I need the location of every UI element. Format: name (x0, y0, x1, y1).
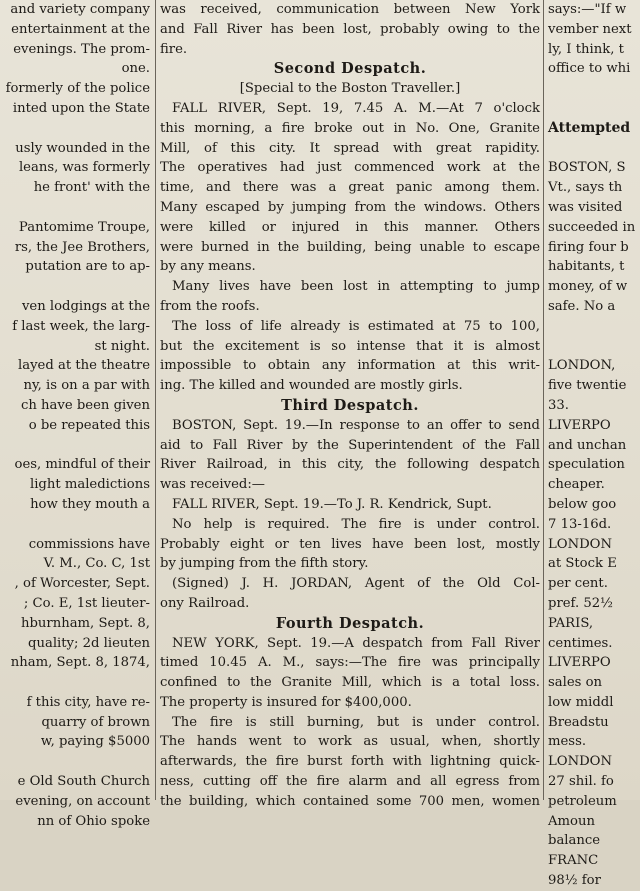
center-column-line: Many lives have been lost in attempting to jump (172, 279, 540, 295)
right-column-line: succeeded in (548, 219, 636, 235)
left-column-line: ny, is on a par with (23, 378, 150, 394)
column-rule-left (155, 0, 156, 800)
center-column-line: but the excitement is so intense that it is almost (160, 338, 540, 354)
center-column-line: ness, cutting off the fire alarm and all egress from (160, 774, 540, 790)
right-column-line: low middl (548, 694, 614, 710)
right-column-line: ly, I think, t (548, 41, 624, 57)
left-column-line: he front' with the (33, 180, 150, 196)
left-column-line: st night. (94, 338, 150, 354)
center-column-line: impossible to obtain any information at this writ- (160, 358, 540, 374)
right-column-line: per cent. (548, 576, 608, 592)
despatch-heading: Second Despatch. (273, 60, 427, 78)
right-column-line: speculation (548, 457, 625, 473)
left-column-line: commissions have (28, 536, 150, 552)
center-column-line: FALL RIVER, Sept. 19.—To J. R. Kendrick, Supt. (172, 496, 492, 512)
center-column-line: The operatives had just commenced work at the (160, 160, 540, 176)
left-column-line: leans, was formerly (18, 160, 150, 176)
right-column-line: 33. (548, 397, 569, 413)
right-column-line: below goo (548, 496, 617, 512)
right-column-line: LIVERPO (548, 417, 611, 433)
right-column-line: safe. No a (548, 298, 616, 314)
left-column-line: ; Co. E, 1st lieuter- (23, 595, 150, 611)
center-column-line: fire. (160, 41, 188, 57)
center-column-line: The loss of life already is estimated at 75 to 100, (172, 318, 540, 334)
left-column-line (0, 515, 150, 535)
right-column-line: sales on (548, 675, 603, 691)
left-column-line (0, 752, 150, 772)
left-column-line: oes, mindful of their (14, 457, 150, 473)
left-column-line: ch have been given (20, 397, 150, 413)
right-column-line: and unchan (548, 437, 627, 453)
right-column-line: five twentie (548, 378, 627, 394)
left-column-line: nn of Ohio spoke (37, 813, 150, 829)
right-column-line: LIVERPO (548, 655, 611, 671)
left-column-line: rs, the Jee Brothers, (14, 239, 150, 255)
right-column-line: cheaper. (548, 477, 605, 493)
left-column-line: quarry of brown (41, 714, 150, 730)
center-column-line: this morning, a fire broke out in No. One, Granite (160, 120, 540, 136)
left-column-line: light maledictions (29, 477, 150, 493)
left-column-line: evenings. The prom- (13, 41, 150, 57)
center-column-line: The property is insured for $400,000. (160, 694, 412, 710)
center-column-line: afterwards, the fire burst forth with lightning quick- (160, 754, 540, 770)
center-column-line: Many escaped by jumping from the windows. Others (160, 199, 540, 215)
right-column-line: Vt., says th (548, 180, 623, 196)
despatch-heading: Third Despatch. (281, 396, 419, 414)
left-column-line: ven lodgings at the (21, 298, 150, 314)
right-column-heading: Attempted (548, 119, 631, 136)
center-column-line: was received, communication between New York (160, 2, 540, 17)
left-column-line: quality; 2d lieuten (28, 635, 150, 651)
right-column-line: was visited (548, 199, 623, 215)
left-column-line (0, 119, 150, 139)
center-column-line: BOSTON, Sept. 19.—In response to an offer to send (172, 417, 540, 433)
despatch-heading: Fourth Despatch. (275, 614, 425, 632)
right-column-line: firing four b (548, 239, 629, 255)
left-column-line (0, 436, 150, 456)
right-column-line: says:—"If w (548, 2, 627, 17)
center-column-line: time, and there was a great panic among them. (160, 180, 540, 196)
right-column-line (548, 79, 640, 99)
left-column-line: V. M., Co. C, 1st (43, 556, 150, 572)
center-column-line: NEW YORK, Sept. 19.—A despatch from Fall River (172, 635, 540, 651)
left-column-line (0, 673, 150, 693)
left-column-line: f this city, have re- (26, 694, 150, 710)
right-column-line: PARIS, (548, 615, 594, 631)
center-column-line: Probably eight or ten lives have been lost, mostly (160, 536, 540, 552)
right-column-line: LONDON (548, 536, 613, 552)
center-column-line: were killed or injured in this manner. Others (160, 219, 540, 235)
despatch-subheading: [Special to the Boston Traveller.] (239, 81, 461, 97)
center-column-line: were burned in the building, being unable to escape (160, 239, 540, 255)
right-column-line (548, 139, 640, 159)
left-column-line: putation are to ap- (25, 259, 150, 275)
center-column-line: by jumping from the fifth story. (160, 556, 369, 572)
left-column-line: nham, Sept. 8, 1874, (10, 655, 150, 671)
right-column-line: Breadstu (548, 714, 609, 730)
right-column-line: 98½ for (548, 873, 601, 889)
center-column-line: the building, which contained some 700 men, women (160, 793, 540, 809)
right-column-line (548, 99, 640, 119)
right-column-line (548, 317, 640, 337)
center-column-line: and Fall River has been lost, probably owing to the (160, 21, 540, 37)
left-column-line: hburnham, Sept. 8, (20, 615, 150, 631)
right-column (548, 0, 640, 889)
right-column-line: Amoun (548, 813, 595, 829)
right-column-line: vember next (548, 21, 632, 37)
left-column-line (0, 277, 150, 297)
center-column-line: FALL RIVER, Sept. 19, 7.45 A. M.—At 7 o'clock (172, 100, 540, 116)
left-column-line: usly wounded in the (15, 140, 150, 156)
left-column-line (0, 198, 150, 218)
right-column-line: mess. (548, 734, 587, 750)
left-column-line: e Old South Church (17, 774, 150, 790)
center-column-line: aid to Fall River by the Superintendent of the Fall (160, 437, 540, 453)
left-column-line: evening, on account (15, 793, 150, 809)
right-column-line: money, of w (548, 279, 628, 295)
left-column-line: inted upon the State (12, 100, 150, 116)
right-column-line: balance (548, 833, 601, 849)
center-column-line: was received:— (160, 477, 265, 493)
center-column-line: from the roofs. (160, 298, 260, 314)
left-column-line: entertainment at the (11, 21, 150, 37)
right-column-line: pref. 52½ (548, 595, 613, 611)
left-column-line: layed at the theatre (18, 358, 150, 374)
center-column-line: confined to the Granite Mill, which is a total loss. (160, 675, 540, 691)
left-column-line: how they mouth a (30, 496, 150, 512)
left-column-line: one. (121, 61, 150, 77)
left-column-line: and variety company (10, 2, 150, 17)
right-column-line: FRANC (548, 853, 599, 869)
left-column-line: o be repeated this (28, 417, 150, 433)
left-column-line: f last week, the larg- (12, 318, 150, 334)
right-column-line: habitants, t (548, 259, 625, 275)
right-column-line: LONDON (548, 754, 613, 770)
right-column-line (548, 337, 640, 357)
right-column-line: petroleum (548, 793, 617, 809)
right-column-line: 7 13-16d. (548, 516, 612, 532)
right-column-line: 27 shil. fo (548, 774, 614, 790)
left-column (0, 0, 150, 829)
column-rule-right (543, 0, 544, 800)
center-column-line: by any means. (160, 259, 256, 275)
right-column-line: LONDON, (548, 358, 616, 374)
center-column-line: River Railroad, in this city, the following despatch (160, 457, 540, 473)
left-column-line: , of Worcester, Sept. (14, 576, 150, 592)
right-column-line: office to whi (548, 61, 631, 77)
center-column-line: timed 10.45 A. M., says:—The fire was principally (160, 655, 540, 671)
center-column-line: ing. The killed and wounded are mostly girls. (160, 378, 463, 394)
center-column-line: No help is required. The fire is under control. (172, 516, 540, 532)
center-column-line: The hands went to work as usual, when, shortly (160, 734, 540, 750)
right-column-line: centimes. (548, 635, 613, 651)
center-column (160, 0, 540, 809)
center-column-line: (Signed) J. H. JORDAN, Agent of the Old Col- (172, 576, 540, 592)
center-column-line: Mill, of this city. It spread with great rapidity. (160, 140, 540, 156)
right-column-line: at Stock E (548, 556, 617, 572)
left-column-line: Pantomime Troupe, (18, 219, 150, 235)
center-column-line: ony Railroad. (160, 595, 250, 611)
center-column-line: The fire is still burning, but is under control. (172, 714, 540, 730)
left-column-line: w, paying $5000 (40, 734, 150, 750)
right-column-line: BOSTON, S (548, 160, 626, 176)
left-column-line: formerly of the police (5, 81, 150, 97)
